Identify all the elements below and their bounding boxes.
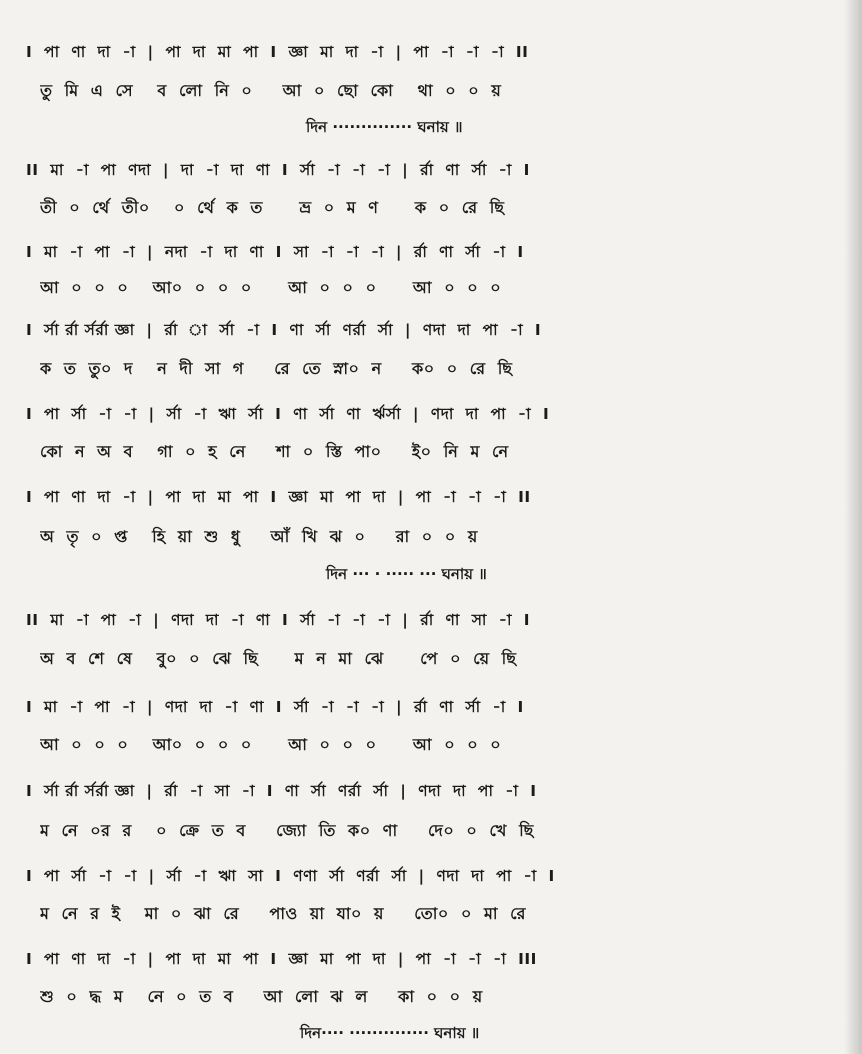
lyric-line: তী ০ র্থে তী০ ০ র্থে ক ত ভ্র ০ ম ণ ক ০ রে ছি bbox=[40, 198, 505, 217]
lyric-line: তু মি এ সে ব লো নি ০ আ ০ ছো কো থা ০ ০ য় bbox=[40, 81, 502, 100]
notation-line: I পা র্সা -া -া | র্সা -া ঋা সা I ণণা র্সা ণর্রা র্সা | ণদা দা পা -া I bbox=[26, 867, 555, 885]
notation-line: I পা ণা দা -া | পা দা মা পা I জ্ঞা মা দা -া | পা -া -া -া II bbox=[26, 43, 529, 61]
notation-line: I র্সা র্রা র্সর্রা জ্ঞা | র্রা -া সা -া I ণা র্সা ণর্রা র্সা | ণদা দা পা -া I bbox=[26, 782, 537, 800]
lyric-line: আ ০ ০ ০ আ০ ০ ০ ০ আ ০ ০ ০ আ ০ ০ ০ bbox=[40, 735, 502, 754]
refrain-line: দিন···· ·············· ঘনায় ॥ bbox=[300, 1024, 480, 1042]
lyric-line: কো ন অ ব গা ০ হ নে শা ০ স্তি পা০ ই০ নি ম নে bbox=[40, 442, 509, 461]
refrain-line: দিন ·············· ঘনায় ॥ bbox=[306, 118, 463, 136]
lyric-line: ক ত তু০ দ ন দী সা গ রে তে স্না০ ন ক০ ০ রে ছি bbox=[40, 359, 513, 378]
notation-line: II মা -া পা -া | ণদা দা -া ণা I র্সা -া -া -া | র্রা ণা সা -া I bbox=[26, 611, 531, 629]
notation-line: I র্সা র্রা র্সর্রা জ্ঞা | র্রা া র্সা -া I ণা র্সা ণর্রা র্সা | ণদা দা পা -া I bbox=[26, 321, 542, 339]
lyric-line: অ ব শে ষে বু০ ০ ঝে ছি ম ন মা ঝে পে ০ য়ে ছি bbox=[40, 649, 517, 668]
notation-line: I মা -া পা -া | ণদা দা -া ণা I র্সা -া -া -া | র্রা ণা র্সা -া I bbox=[26, 698, 524, 716]
notation-line: I মা -া পা -া | নদা -া দা ণা I সা -া -া -া | র্রা ণা র্সা -া I bbox=[26, 243, 524, 261]
page-edge-shadow bbox=[844, 0, 862, 1054]
refrain-line: দিন ··· · ····· ··· ঘনায় ॥ bbox=[326, 565, 487, 583]
notation-line: I পা র্সা -া -া | র্সা -া ঋা র্সা I ণা র্সা ণা র্ঋর্সা | ণদা দা পা -া I bbox=[26, 405, 550, 423]
lyric-line: শু ০ দ্ধ ম নে ০ ত ব আ লো ঝ ল কা ০ ০ য় bbox=[40, 987, 483, 1006]
lyric-line: আ ০ ০ ০ আ০ ০ ০ ০ আ ০ ০ ০ আ ০ ০ ০ bbox=[40, 278, 502, 297]
notation-line: I পা ণা দা -া | পা দা মা পা I জ্ঞা মা পা দা | পা -া -া -া II bbox=[26, 488, 531, 506]
notation-line: II মা -া পা ণদা | দা -া দা ণা I র্সা -া -া -া | র্রা ণা র্সা -া I bbox=[26, 161, 530, 179]
lyric-line: ম নে ০র র ০ ক্রে ত ব জ্যো তি ক০ ণা দে০ ০ খে ছি bbox=[40, 821, 534, 840]
lyric-line: ম নে র ই মা ০ ঝা রে পাও য়া যা০ য় তো০ ০ মা রে bbox=[40, 904, 526, 923]
lyric-line: অ তৃ ০ প্ত হি য়া শু ধু আঁ খি ঝ ০ রা ০ ০ য় bbox=[40, 527, 478, 546]
notation-line: I পা ণা দা -া | পা দা মা পা I জ্ঞা মা পা দা | পা -া -া -া III bbox=[26, 950, 537, 968]
